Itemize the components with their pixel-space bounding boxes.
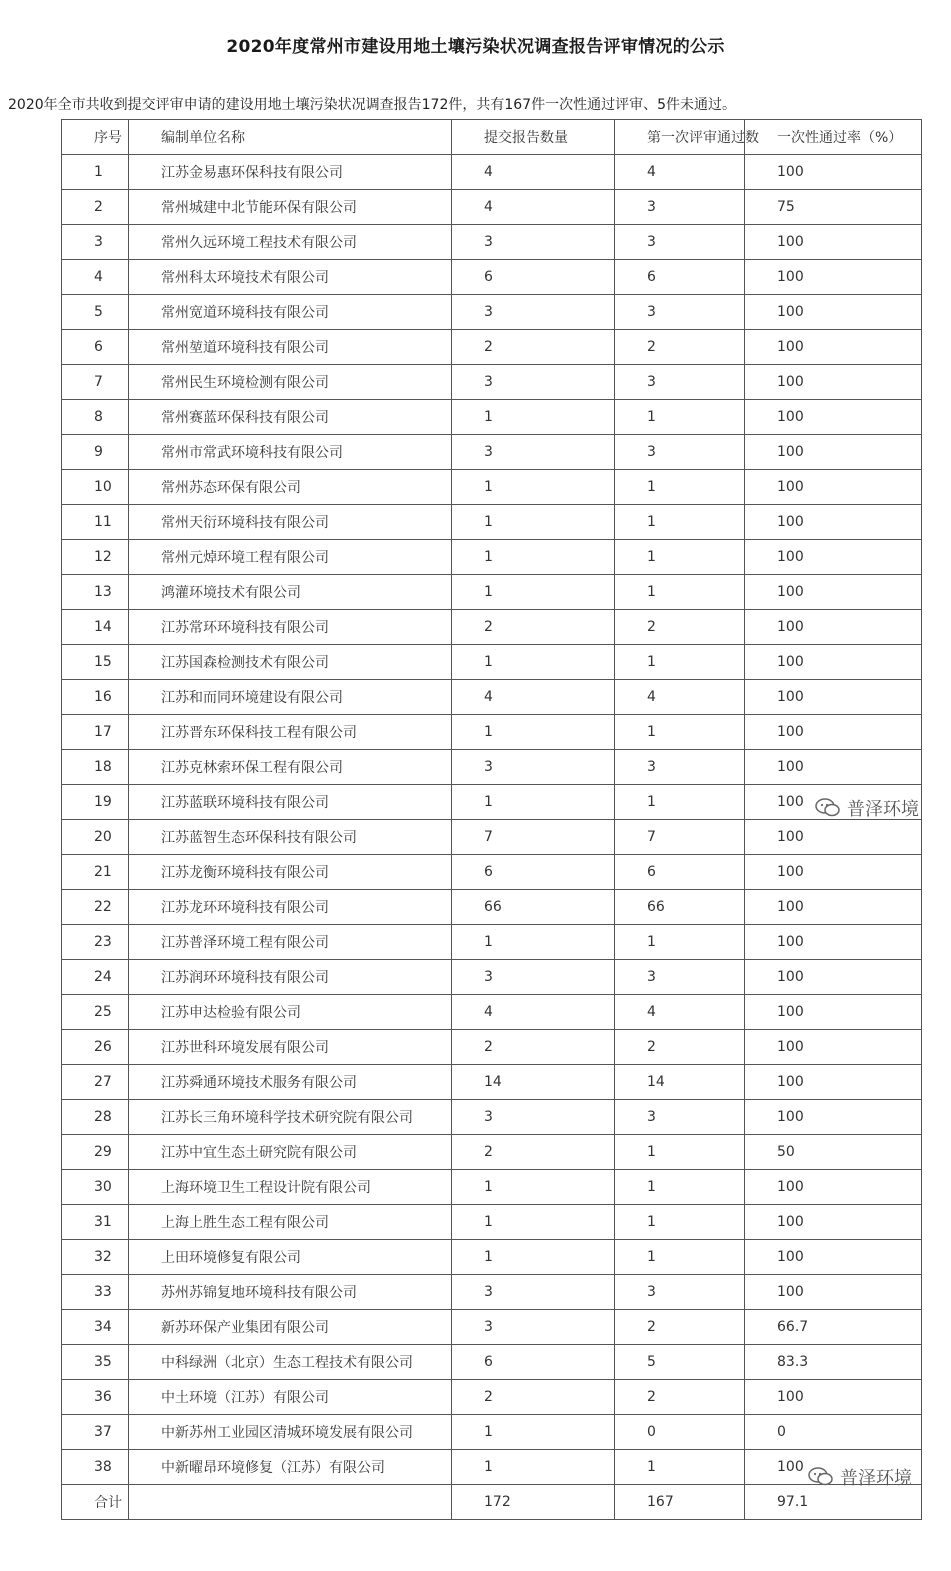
watermark-text: 普泽环境 (847, 799, 919, 820)
total-passed: 167 (615, 1485, 745, 1520)
cell-submitted: 2 (452, 330, 615, 365)
cell-rate: 100 (745, 715, 922, 750)
cell-passed: 4 (615, 155, 745, 190)
cell-passed: 5 (615, 1345, 745, 1380)
cell-org: 江苏蓝智生态环保科技有限公司 (129, 820, 452, 855)
cell-rate: 100 (745, 365, 922, 400)
cell-org: 江苏晋东环保科技工程有限公司 (129, 715, 452, 750)
total-rate: 97.1 (745, 1485, 922, 1520)
table-row (62, 155, 922, 190)
cell-passed: 1 (615, 400, 745, 435)
cell-passed: 2 (615, 1310, 745, 1345)
cell-passed: 2 (615, 610, 745, 645)
table-row (62, 1100, 922, 1135)
cell-org: 江苏世科环境发展有限公司 (129, 1030, 452, 1065)
cell-no: 2 (62, 190, 129, 225)
cell-rate: 100 (745, 260, 922, 295)
cell-no: 7 (62, 365, 129, 400)
cell-rate: 100 (745, 435, 922, 470)
cell-passed: 1 (615, 1240, 745, 1275)
table-row (62, 575, 922, 610)
wechat-icon (815, 798, 841, 818)
cell-no: 34 (62, 1310, 129, 1345)
cell-rate: 100 (745, 1275, 922, 1310)
cell-no: 36 (62, 1380, 129, 1415)
table-row (62, 680, 922, 715)
cell-submitted: 14 (452, 1065, 615, 1100)
cell-no: 15 (62, 645, 129, 680)
cell-passed: 1 (615, 1135, 745, 1170)
cell-submitted: 3 (452, 1310, 615, 1345)
table-row (62, 890, 922, 925)
cell-submitted: 3 (452, 295, 615, 330)
cell-no: 10 (62, 470, 129, 505)
cell-no: 26 (62, 1030, 129, 1065)
cell-submitted: 1 (452, 1450, 615, 1485)
table-row (62, 1450, 922, 1485)
cell-submitted: 1 (452, 575, 615, 610)
cell-org: 常州天衍环境科技有限公司 (129, 505, 452, 540)
header-no: 序号 (62, 120, 129, 155)
cell-rate: 50 (745, 1135, 922, 1170)
cell-rate: 100 (745, 610, 922, 645)
table-row (62, 1030, 922, 1065)
cell-passed: 2 (615, 330, 745, 365)
cell-submitted: 4 (452, 155, 615, 190)
cell-org: 常州堃道环境科技有限公司 (129, 330, 452, 365)
total-org-empty (129, 1485, 452, 1520)
table-row (62, 750, 922, 785)
cell-rate: 100 (745, 1100, 922, 1135)
cell-org: 江苏普泽环境工程有限公司 (129, 925, 452, 960)
header-passed: 第一次评审通过数 (615, 120, 745, 155)
cell-no: 27 (62, 1065, 129, 1100)
cell-org: 江苏长三角环境科学技术研究院有限公司 (129, 1100, 452, 1135)
cell-no: 20 (62, 820, 129, 855)
page-title: 2020年度常州市建设用地土壤污染状况调查报告评审情况的公示 (226, 37, 725, 57)
cell-org: 上海上胜生态工程有限公司 (129, 1205, 452, 1240)
cell-rate: 66.7 (745, 1310, 922, 1345)
cell-rate: 100 (745, 505, 922, 540)
cell-rate: 100 (745, 890, 922, 925)
cell-no: 18 (62, 750, 129, 785)
cell-rate: 100 (745, 400, 922, 435)
cell-submitted: 2 (452, 1380, 615, 1415)
table-row (62, 925, 922, 960)
cell-passed: 1 (615, 1450, 745, 1485)
cell-passed: 6 (615, 260, 745, 295)
cell-rate: 100 (745, 995, 922, 1030)
cell-submitted: 6 (452, 260, 615, 295)
cell-submitted: 1 (452, 1170, 615, 1205)
table-row (62, 1240, 922, 1275)
total-row (62, 1485, 922, 1520)
table-header-row (62, 120, 922, 155)
cell-passed: 3 (615, 225, 745, 260)
summary-text: 2020年全市共收到提交评审申请的建设用地土壤污染状况调查报告172件，共有167件一次性通过评审、5件未通过。 (8, 97, 736, 113)
cell-org: 新苏环保产业集团有限公司 (129, 1310, 452, 1345)
table-row (62, 1065, 922, 1100)
cell-rate: 100 (745, 575, 922, 610)
cell-no: 30 (62, 1170, 129, 1205)
cell-org: 江苏龙衡环境科技有限公司 (129, 855, 452, 890)
cell-submitted: 1 (452, 400, 615, 435)
cell-rate: 83.3 (745, 1345, 922, 1380)
cell-submitted: 1 (452, 785, 615, 820)
cell-no: 29 (62, 1135, 129, 1170)
cell-submitted: 4 (452, 190, 615, 225)
cell-rate: 75 (745, 190, 922, 225)
cell-passed: 6 (615, 855, 745, 890)
cell-passed: 0 (615, 1415, 745, 1450)
cell-rate: 100 (745, 1030, 922, 1065)
total-label: 合计 (62, 1485, 129, 1520)
cell-passed: 1 (615, 645, 745, 680)
cell-rate: 100 (745, 785, 922, 820)
table-row (62, 1310, 922, 1345)
cell-org: 江苏中宜生态土研究院有限公司 (129, 1135, 452, 1170)
cell-no: 35 (62, 1345, 129, 1380)
cell-no: 23 (62, 925, 129, 960)
cell-submitted: 6 (452, 855, 615, 890)
cell-submitted: 1 (452, 1240, 615, 1275)
cell-passed: 3 (615, 960, 745, 995)
cell-rate: 100 (745, 1205, 922, 1240)
cell-passed: 3 (615, 1275, 745, 1310)
cell-passed: 7 (615, 820, 745, 855)
cell-passed: 1 (615, 1205, 745, 1240)
cell-org: 中科绿洲（北京）生态工程技术有限公司 (129, 1345, 452, 1380)
cell-submitted: 2 (452, 610, 615, 645)
header-submitted: 提交报告数量 (452, 120, 615, 155)
cell-passed: 3 (615, 365, 745, 400)
cell-rate: 100 (745, 1380, 922, 1415)
cell-no: 13 (62, 575, 129, 610)
cell-no: 33 (62, 1275, 129, 1310)
cell-submitted: 7 (452, 820, 615, 855)
table-row (62, 1135, 922, 1170)
cell-submitted: 3 (452, 225, 615, 260)
table-row (62, 540, 922, 575)
cell-submitted: 3 (452, 435, 615, 470)
cell-no: 12 (62, 540, 129, 575)
cell-no: 19 (62, 785, 129, 820)
cell-no: 22 (62, 890, 129, 925)
cell-rate: 100 (745, 820, 922, 855)
cell-submitted: 3 (452, 750, 615, 785)
cell-submitted: 2 (452, 1030, 615, 1065)
table-row (62, 225, 922, 260)
cell-org: 常州宽道环境科技有限公司 (129, 295, 452, 330)
cell-passed: 14 (615, 1065, 745, 1100)
cell-submitted: 3 (452, 1275, 615, 1310)
cell-submitted: 6 (452, 1345, 615, 1380)
cell-org: 常州元焯环境工程有限公司 (129, 540, 452, 575)
cell-rate: 100 (745, 925, 922, 960)
cell-passed: 1 (615, 785, 745, 820)
review-table (61, 119, 922, 1520)
table-row (62, 995, 922, 1030)
cell-no: 8 (62, 400, 129, 435)
table-row (62, 295, 922, 330)
cell-no: 16 (62, 680, 129, 715)
cell-org: 中新苏州工业园区清城环境发展有限公司 (129, 1415, 452, 1450)
cell-rate: 100 (745, 1065, 922, 1100)
cell-org: 江苏龙环环境科技有限公司 (129, 890, 452, 925)
table-row (62, 470, 922, 505)
cell-submitted: 4 (452, 680, 615, 715)
cell-org: 常州市常武环境科技有限公司 (129, 435, 452, 470)
cell-submitted: 1 (452, 715, 615, 750)
table-row (62, 785, 922, 820)
cell-org: 苏州苏锦复地环境科技有限公司 (129, 1275, 452, 1310)
table-row (62, 260, 922, 295)
cell-rate: 100 (745, 960, 922, 995)
header-rate: 一次性通过率（%） (745, 120, 922, 155)
cell-passed: 1 (615, 470, 745, 505)
table-row (62, 1380, 922, 1415)
table-row (62, 1275, 922, 1310)
cell-no: 32 (62, 1240, 129, 1275)
cell-rate: 100 (745, 855, 922, 890)
cell-passed: 2 (615, 1380, 745, 1415)
cell-org: 江苏克林索环保工程有限公司 (129, 750, 452, 785)
cell-no: 21 (62, 855, 129, 890)
cell-no: 38 (62, 1450, 129, 1485)
cell-submitted: 1 (452, 645, 615, 680)
cell-org: 江苏常环环境科技有限公司 (129, 610, 452, 645)
table-row (62, 645, 922, 680)
cell-rate: 100 (745, 750, 922, 785)
cell-no: 9 (62, 435, 129, 470)
cell-submitted: 1 (452, 540, 615, 575)
cell-rate: 100 (745, 680, 922, 715)
cell-passed: 1 (615, 1170, 745, 1205)
table-row (62, 855, 922, 890)
cell-rate: 100 (745, 540, 922, 575)
cell-no: 4 (62, 260, 129, 295)
cell-org: 江苏金易惠环保科技有限公司 (129, 155, 452, 190)
cell-passed: 1 (615, 540, 745, 575)
cell-org: 常州苏态环保有限公司 (129, 470, 452, 505)
cell-rate: 100 (745, 1450, 922, 1485)
cell-passed: 1 (615, 715, 745, 750)
total-submitted: 172 (452, 1485, 615, 1520)
cell-org: 中新曜昂环境修复（江苏）有限公司 (129, 1450, 452, 1485)
table-row (62, 505, 922, 540)
cell-passed: 3 (615, 435, 745, 470)
cell-passed: 66 (615, 890, 745, 925)
cell-rate: 100 (745, 1240, 922, 1275)
cell-rate: 0 (745, 1415, 922, 1450)
cell-passed: 4 (615, 995, 745, 1030)
cell-org: 江苏蓝联环境科技有限公司 (129, 785, 452, 820)
cell-org: 常州城建中北节能环保有限公司 (129, 190, 452, 225)
cell-no: 24 (62, 960, 129, 995)
cell-rate: 100 (745, 645, 922, 680)
table-row (62, 960, 922, 995)
cell-submitted: 1 (452, 505, 615, 540)
cell-submitted: 1 (452, 925, 615, 960)
cell-submitted: 1 (452, 1415, 615, 1450)
watermark (815, 795, 919, 821)
cell-org: 中土环境（江苏）有限公司 (129, 1380, 452, 1415)
watermark (808, 1464, 912, 1490)
cell-org: 上田环境修复有限公司 (129, 1240, 452, 1275)
watermark-text: 普泽环境 (840, 1468, 912, 1489)
table-row (62, 190, 922, 225)
cell-submitted: 3 (452, 960, 615, 995)
cell-org: 江苏国森检测技术有限公司 (129, 645, 452, 680)
cell-rate: 100 (745, 225, 922, 260)
table-row (62, 1345, 922, 1380)
cell-passed: 1 (615, 575, 745, 610)
table-row (62, 610, 922, 645)
cell-rate: 100 (745, 155, 922, 190)
cell-org: 上海环境卫生工程设计院有限公司 (129, 1170, 452, 1205)
cell-rate: 100 (745, 470, 922, 505)
cell-passed: 3 (615, 750, 745, 785)
cell-no: 11 (62, 505, 129, 540)
cell-org: 江苏和而同环境建设有限公司 (129, 680, 452, 715)
cell-no: 6 (62, 330, 129, 365)
cell-org: 江苏舜通环境技术服务有限公司 (129, 1065, 452, 1100)
cell-no: 37 (62, 1415, 129, 1450)
cell-no: 25 (62, 995, 129, 1030)
cell-rate: 100 (745, 295, 922, 330)
table-row (62, 1415, 922, 1450)
table-row (62, 1205, 922, 1240)
cell-submitted: 3 (452, 1100, 615, 1135)
table-body (62, 155, 922, 1485)
table-row (62, 365, 922, 400)
cell-org: 常州科太环境技术有限公司 (129, 260, 452, 295)
table-row (62, 715, 922, 750)
cell-org: 鸿灌环境技术有限公司 (129, 575, 452, 610)
cell-org: 常州民生环境检测有限公司 (129, 365, 452, 400)
cell-passed: 3 (615, 295, 745, 330)
cell-rate: 100 (745, 330, 922, 365)
cell-no: 1 (62, 155, 129, 190)
table-row (62, 400, 922, 435)
cell-passed: 3 (615, 190, 745, 225)
cell-submitted: 2 (452, 1135, 615, 1170)
cell-passed: 3 (615, 1100, 745, 1135)
cell-no: 31 (62, 1205, 129, 1240)
cell-no: 14 (62, 610, 129, 645)
cell-passed: 2 (615, 1030, 745, 1065)
cell-submitted: 1 (452, 470, 615, 505)
table-row (62, 330, 922, 365)
header-org: 编制单位名称 (129, 120, 452, 155)
table-row (62, 820, 922, 855)
cell-passed: 1 (615, 505, 745, 540)
cell-passed: 4 (615, 680, 745, 715)
cell-org: 江苏润环环境科技有限公司 (129, 960, 452, 995)
cell-org: 江苏申达检验有限公司 (129, 995, 452, 1030)
cell-passed: 1 (615, 925, 745, 960)
cell-no: 28 (62, 1100, 129, 1135)
cell-rate: 100 (745, 1170, 922, 1205)
wechat-icon (808, 1467, 834, 1487)
cell-no: 17 (62, 715, 129, 750)
cell-submitted: 66 (452, 890, 615, 925)
table-row (62, 435, 922, 470)
cell-submitted: 3 (452, 365, 615, 400)
cell-org: 常州久远环境工程技术有限公司 (129, 225, 452, 260)
table-row (62, 1170, 922, 1205)
cell-no: 3 (62, 225, 129, 260)
cell-submitted: 1 (452, 1205, 615, 1240)
cell-org: 常州赛蓝环保科技有限公司 (129, 400, 452, 435)
cell-submitted: 4 (452, 995, 615, 1030)
cell-no: 5 (62, 295, 129, 330)
